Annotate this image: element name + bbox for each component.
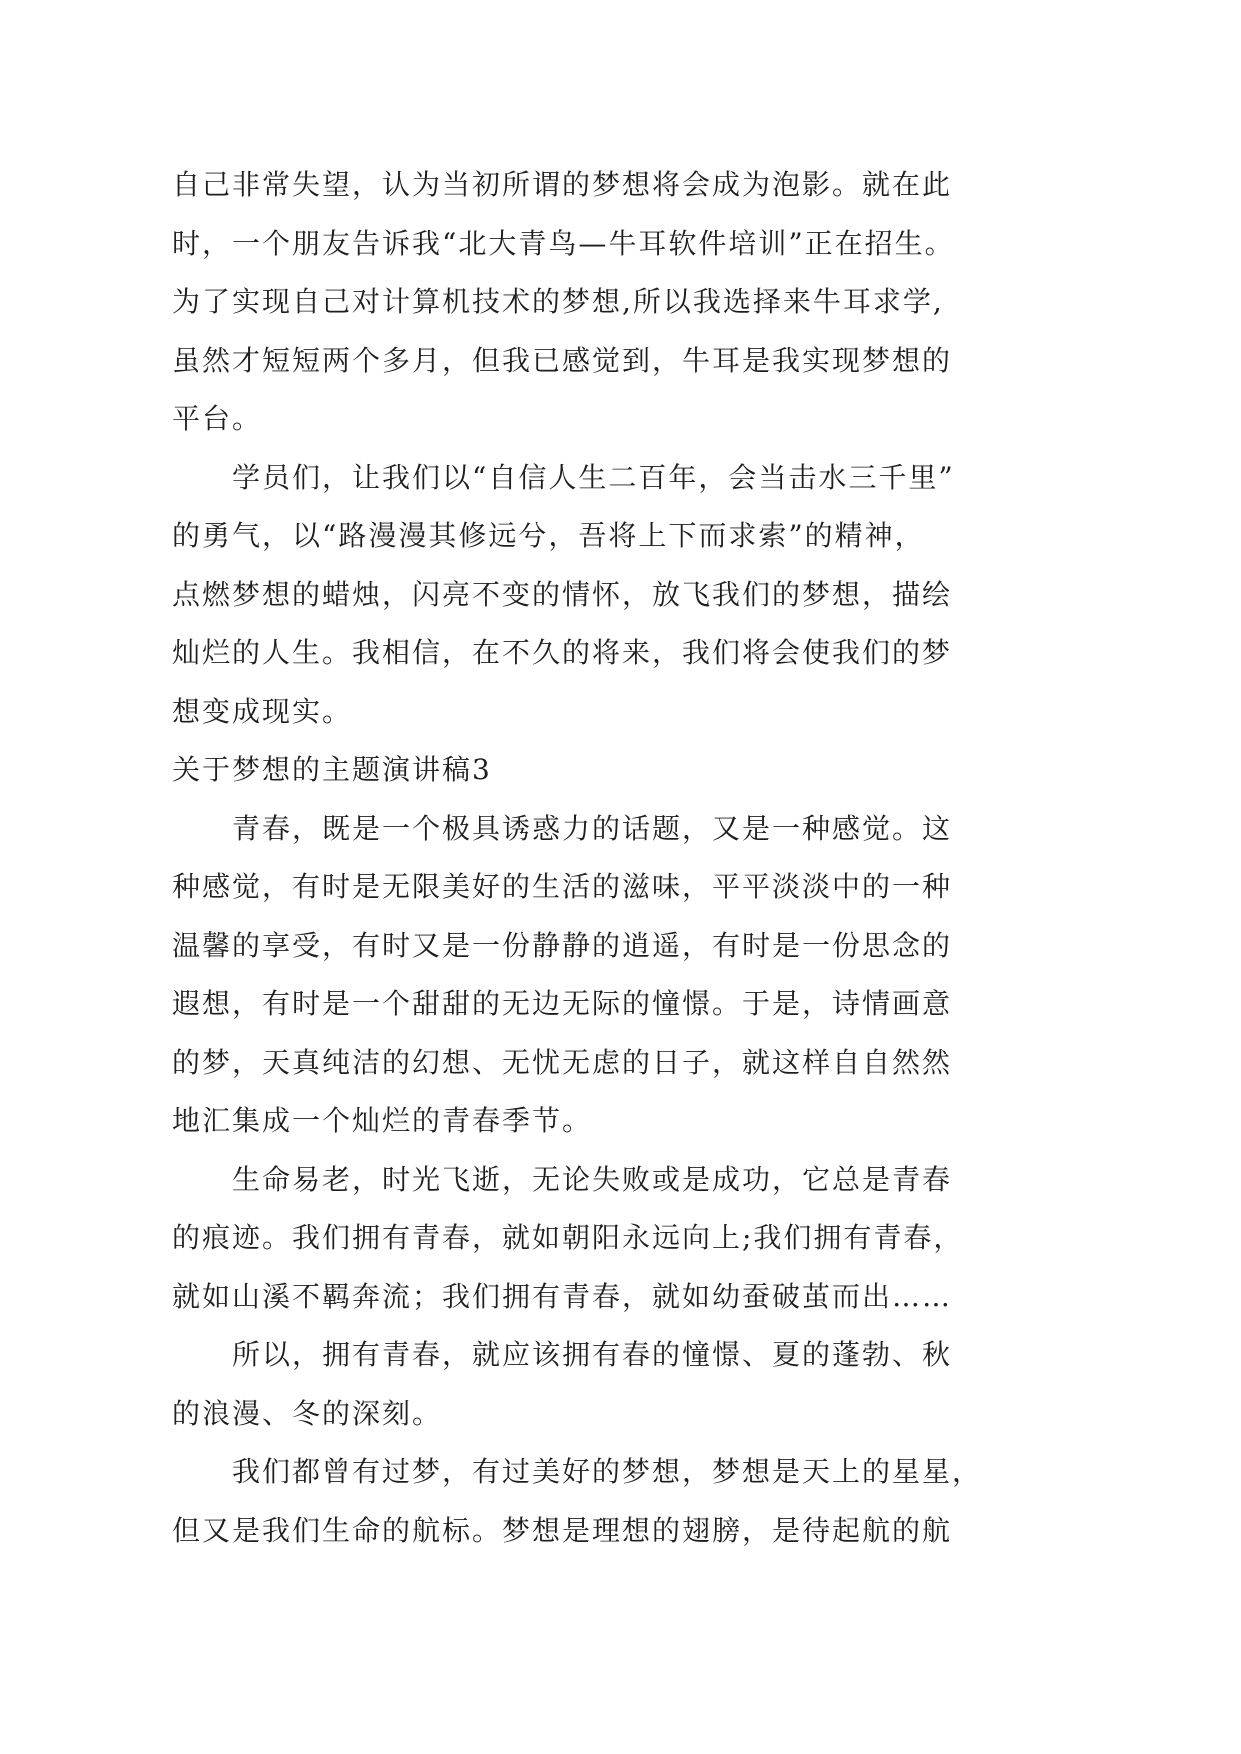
text-line: 生命易老，时光飞逝，无论失败或是成功，它总是青春 [232, 1162, 953, 1196]
text-line: 为了实现自己对计算机技术的梦想,所以我选择来牛耳求学, [172, 285, 944, 318]
text-line: 点燃梦想的蜡烛，闪亮不变的情怀，放飞我们的梦想，描绘 [172, 577, 953, 611]
text-line: 遐想，有时是一个甜甜的无边无际的憧憬。于是，诗情画意 [172, 987, 953, 1020]
text-line: 虽然才短短两个多月，但我已感觉到，牛耳是我实现梦想的 [172, 343, 953, 377]
text-line: 时，一个朋友告诉我“北大青鸟—牛耳软件培训”正在招生。 [172, 226, 955, 260]
text-line: 温馨的享受，有时又是一份静静的逍遥，有时是一份思念的 [172, 928, 953, 962]
text-line: 灿烂的人生。我相信，在不久的将来，我们将会使我们的梦 [172, 636, 953, 669]
text-line: 但又是我们生命的航标。梦想是理想的翅膀，是待起航的航 [172, 1513, 953, 1547]
text-line: 的浪漫、冬的深刻。 [172, 1396, 443, 1430]
text-line: 的勇气，以“路漫漫其修远兮，吾将上下而求索”的精神， [172, 519, 925, 552]
section-heading: 关于梦想的主题演讲稿3 [172, 753, 492, 786]
text-line: 学员们，让我们以“自信人生二百年，会当击水三千里” [232, 460, 955, 494]
text-line: 所以，拥有青春，就应该拥有春的憧憬、夏的蓬勃、秋 [232, 1338, 953, 1371]
text-line: 的梦，天真纯洁的幻想、无忧无虑的日子，就这样自自然然 [172, 1045, 953, 1079]
paragraph [172, 800, 1072, 1151]
text-line: 平台。 [172, 402, 263, 435]
document-body [172, 156, 1072, 1560]
paragraph [172, 1151, 1072, 1327]
text-line: 我们都曾有过梦，有过美好的梦想，梦想是天上的星星， [232, 1455, 983, 1488]
paragraph [172, 1443, 1072, 1560]
paragraph [172, 449, 1072, 742]
paragraph [172, 1326, 1072, 1443]
text-line: 地汇集成一个灿烂的青春季节。 [172, 1104, 593, 1137]
text-line: 种感觉，有时是无限美好的生活的滋味，平平淡淡中的一种 [172, 870, 953, 903]
text-line: 青春，既是一个极具诱惑力的话题，又是一种感觉。这 [232, 811, 953, 845]
text-line: 自己非常失望，认为当初所谓的梦想将会成为泡影。就在此 [172, 168, 953, 201]
text-line: 就如山溪不羁奔流；我们拥有青春，就如幼蚕破茧而出…… [172, 1279, 953, 1313]
paragraph [172, 156, 1072, 449]
text-line: 想变成现实。 [172, 694, 353, 728]
text-line: 的痕迹。我们拥有青春，就如朝阳永远向上;我们拥有青春， [172, 1221, 964, 1254]
